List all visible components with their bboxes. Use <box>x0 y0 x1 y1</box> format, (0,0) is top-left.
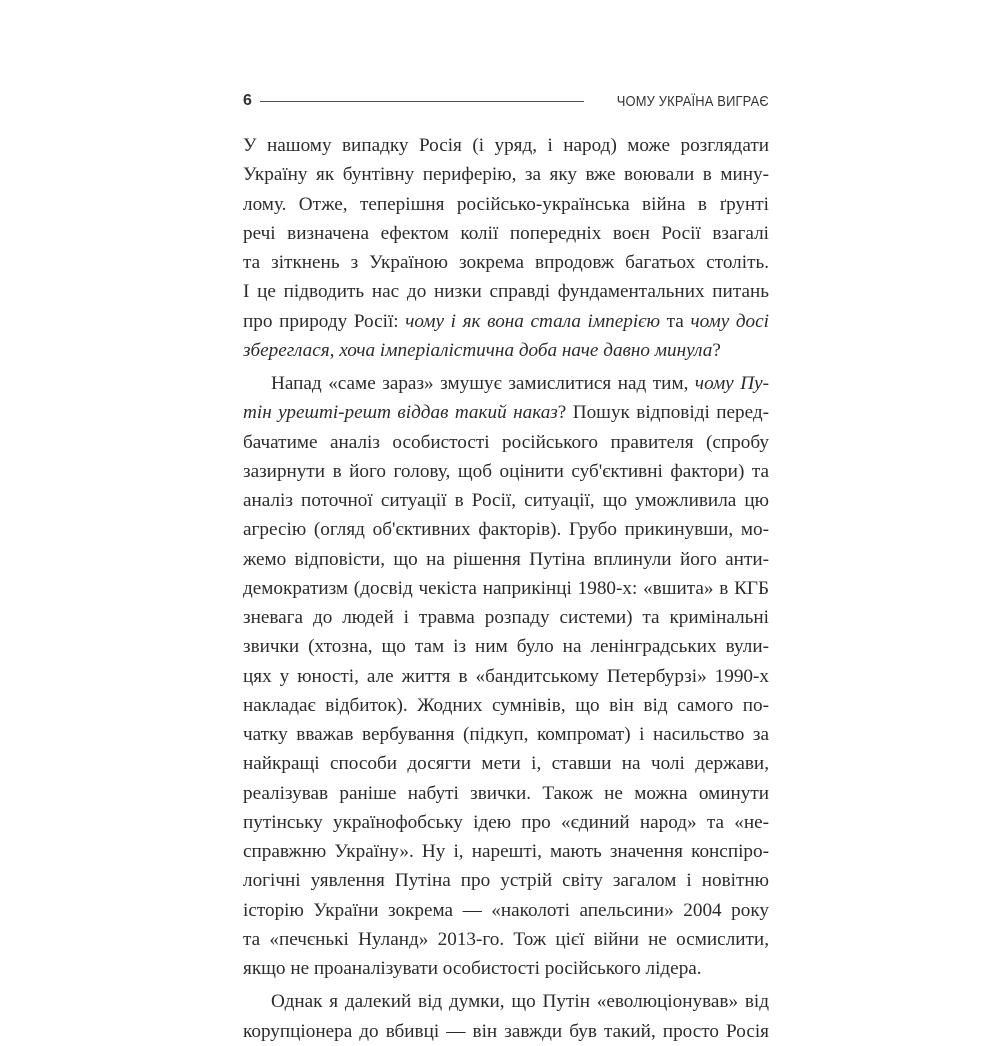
text-line <box>243 779 769 808</box>
text-segment: жемо відповісти, що на рішення Путіна вплинули його анти- <box>243 548 769 570</box>
text-segment: реалізував раніше набуті звички. Також не можна оминути <box>243 782 769 804</box>
text-line <box>243 545 769 574</box>
text-line <box>243 398 769 427</box>
text-segment: накладає відбиток). Жодних сумнівів, що він від самого по- <box>243 694 769 716</box>
text-line <box>243 1017 769 1046</box>
text-segment: та зіткнень з Україною зокрема впродовж багатьох століть. <box>243 252 769 273</box>
italic-text-segment: чому досі <box>690 310 769 332</box>
text-segment: бачатиме аналіз особистості російського правителя (спробу <box>243 431 769 453</box>
text-segment: речі визначена ефектом колії попередніх воєн Росії взагалі <box>243 222 769 244</box>
text-segment: зневага до людей і травма розпаду системи) та кримінальні <box>243 607 769 628</box>
header-rule <box>260 101 584 102</box>
text-segment: лому. Отже, теперішня російсько-українська війна в ґрунті <box>243 193 769 215</box>
text-line <box>243 131 769 160</box>
text-segment: та <box>660 310 691 332</box>
text-segment: якщо не проаналізувати особистості російського лідера. <box>243 958 702 979</box>
text-segment: історію України зокрема — «наколоті апельсини» 2004 року <box>243 899 769 921</box>
text-segment: агресію (огляд об'єктивних факторів). Грубо прикинувши, мо- <box>243 519 769 541</box>
paragraph <box>243 987 769 1046</box>
italic-text-segment: тін урешті-решт віддав такий наказ <box>243 402 558 424</box>
running-title: ЧОМУ УКРАЇНА ВИГРАЄ <box>616 92 769 110</box>
text-line <box>243 457 769 486</box>
text-segment: цях у юності, але життя в «бандитському Петербурзі» 1990-х <box>243 665 769 687</box>
text-segment: І це підводить нас до низки справді фундаментальних питань <box>243 281 769 303</box>
text-segment: логічні уявлення Путіна про устрій світу загалом і новітню <box>243 870 769 892</box>
text-segment: ? <box>712 339 721 361</box>
text-line <box>243 662 769 691</box>
italic-text-segment: чому і як вона стала імперією <box>405 310 661 332</box>
text-segment: Напад «саме зараз» змушує замислитися над тим, <box>271 373 695 394</box>
text-line <box>243 603 769 632</box>
text-line <box>243 720 769 749</box>
italic-text-segment: чому Пу- <box>694 373 769 394</box>
text-line <box>243 925 769 954</box>
paragraph <box>243 369 769 983</box>
text-segment: про природу Росії: <box>243 310 406 332</box>
text-line <box>243 837 769 866</box>
text-line <box>243 160 769 189</box>
text-segment: аналіз поточної ситуації в Росії, ситуації, що уможливила цю <box>243 490 769 511</box>
text-line <box>243 691 769 720</box>
text-segment: ? Пошук відповіді перед- <box>557 402 769 424</box>
text-line <box>243 987 769 1016</box>
text-segment: У нашому випадку Росія (і уряд, і народ) може розглядати <box>243 135 769 156</box>
text-segment: путінську українофобську ідею про «єдиний народ» та «не- <box>243 811 769 833</box>
text-line <box>243 515 769 544</box>
text-line <box>243 632 769 661</box>
text-line <box>243 428 769 457</box>
text-line <box>243 866 769 895</box>
text-segment: найкращі способи досягти мети і, ставши на чолі держави, <box>243 753 769 775</box>
text-line <box>243 277 769 306</box>
text-line <box>243 574 769 603</box>
text-line <box>243 307 769 336</box>
text-line <box>243 336 769 365</box>
text-segment: зазирнути в його голову, щоб оцінити суб'єктивні фактори) та <box>243 460 769 482</box>
text-line <box>243 954 769 983</box>
text-segment: Однак я далекий від думки, що Путін «еволюціонував» від <box>271 991 769 1013</box>
text-line <box>243 248 769 277</box>
text-line <box>243 486 769 515</box>
page-number: 6 <box>243 92 253 109</box>
text-segment: чатку вважав вербування (підкуп, компромат) і насильство за <box>243 724 769 745</box>
text-line <box>243 896 769 925</box>
text-segment: звички (хтозна, що там із ним було на ленінградських вули- <box>243 636 769 658</box>
text-line <box>243 190 769 219</box>
running-header <box>243 90 769 112</box>
text-segment: Україну як бунтівну периферію, за яку вже воювали в мину- <box>243 164 769 186</box>
text-segment: та «печєнькі Нуланд» 2013-го. Тож цієї війни не осмислити, <box>243 928 769 950</box>
text-segment: справжню Україну». Ну і, нарешті, мають значення конспіро- <box>243 841 769 862</box>
italic-text-segment: збереглася, хоча імперіалістична доба наче давно минула <box>243 339 713 361</box>
text-line <box>243 219 769 248</box>
text-segment: корупціонера до вбивці — він завжди був такий, просто Росія <box>243 1020 769 1042</box>
text-segment: демократизм (досвід чекіста наприкінці 1980-х: «вшита» в КГБ <box>243 577 769 599</box>
text-line <box>243 369 769 398</box>
text-line <box>243 749 769 778</box>
paragraph <box>243 131 769 365</box>
body-text <box>243 131 769 1046</box>
text-line <box>243 808 769 837</box>
